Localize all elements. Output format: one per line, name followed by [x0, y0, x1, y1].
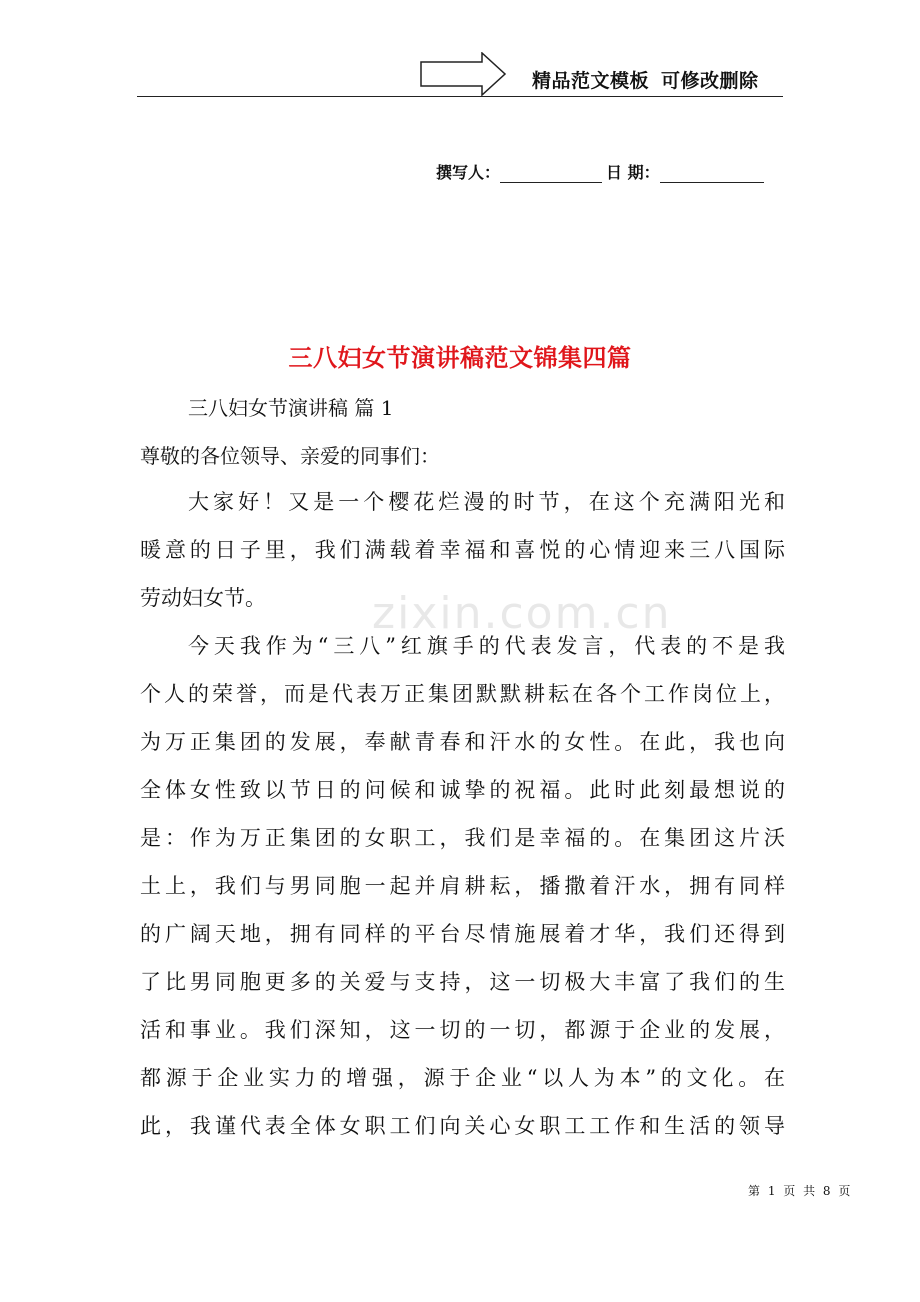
- paragraph-2: [140, 622, 785, 1150]
- watermark: zixin.com.cn: [372, 588, 672, 639]
- paragraph-line: 大家好！又是一个樱花烂漫的时节，在这个充满阳光和: [188, 490, 785, 514]
- paragraph-line: 活和事业。我们深知，这一切的一切，都源于企业的发展，: [140, 1018, 785, 1042]
- paragraph-line: 的广阔天地，拥有同样的平台尽情施展着才华，我们还得到: [140, 922, 785, 946]
- section-heading: 三八妇女节演讲稿 篇 1: [188, 396, 394, 420]
- paragraph-line: 是：作为万正集团的女职工，我们是幸福的。在集团这片沃: [140, 826, 785, 850]
- arrow-icon: [420, 52, 506, 96]
- paragraph-line: 个人的荣誉，而是代表万正集团默默耕耘在各个工作岗位上，: [140, 682, 785, 706]
- paragraph-line: 暖意的日子里，我们满载着幸福和喜悦的心情迎来三八国际: [140, 538, 785, 562]
- date-label: 日 期：: [606, 163, 660, 182]
- salutation: 尊敬的各位领导、亲爱的同事们：: [140, 444, 440, 468]
- header-divider: [137, 96, 783, 97]
- paragraph-line: 都源于企业实力的增强，源于企业“以人为本”的文化。在: [140, 1066, 785, 1090]
- paragraph-line: 劳动妇女节。: [140, 586, 266, 610]
- template-tag: [532, 66, 759, 93]
- paragraph-line: 了比男同胞更多的关爱与支持，这一切极大丰富了我们的生: [140, 970, 785, 994]
- author-label: 撰写人：: [436, 163, 501, 182]
- template-tag-left: 精品范文模板: [532, 70, 650, 92]
- signature-row: [436, 160, 764, 183]
- paragraph-line: 全体女性致以节日的问候和诚挚的祝福。此时此刻最想说的: [140, 778, 785, 802]
- paragraph-line: 土上，我们与男同胞一起并肩耕耘，播撒着汗水，拥有同样: [140, 874, 785, 898]
- paragraph-line: 为万正集团的发展，奉献青春和汗水的女性。在此，我也向: [140, 730, 785, 754]
- paragraph-1: [140, 478, 785, 622]
- author-blank: [500, 162, 602, 183]
- date-blank: [660, 162, 764, 183]
- template-tag-right: 可修改删除: [661, 70, 759, 92]
- paragraph-line: 此，我谨代表全体女职工们向关心女职工工作和生活的领导: [140, 1114, 785, 1138]
- page-number: 第 1 页 共 8 页: [748, 1184, 851, 1198]
- document-title: 三八妇女节演讲稿范文锦集四篇: [288, 343, 632, 372]
- paragraph-line: 今天我作为“三八”红旗手的代表发言，代表的不是我: [188, 634, 785, 658]
